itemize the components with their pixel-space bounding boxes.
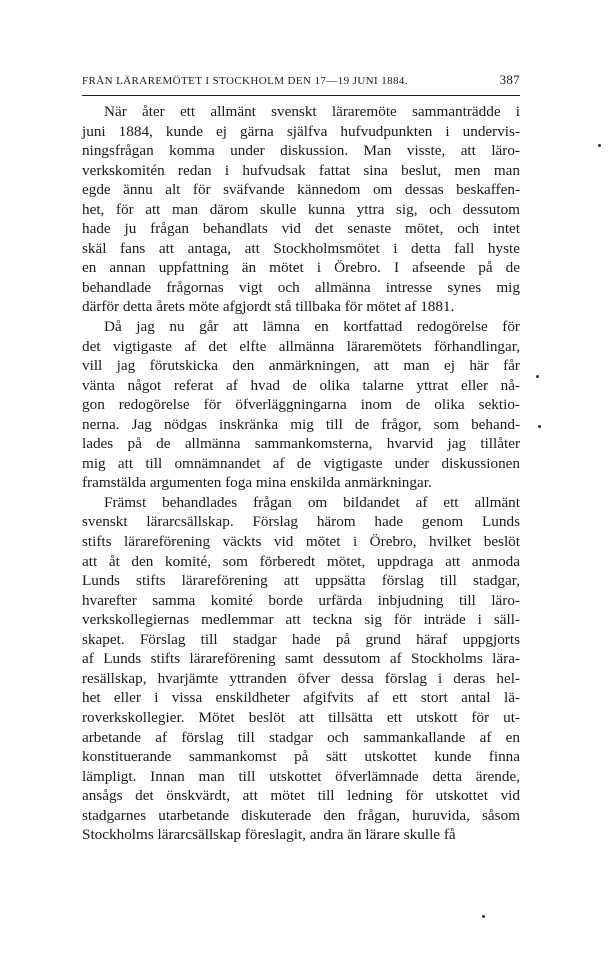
margin-speck (536, 375, 539, 378)
text-line: egde ännu alt för sväfvande kännedom om dessas beskaffen- (82, 181, 520, 199)
text-line: Lunds stifts lärareförening att uppsätta förslag till stadgar, (82, 572, 520, 590)
text-line: När åter ett allmänt svenskt läraremöte sammanträdde i (104, 103, 520, 120)
text-line: ansågs det önskvärdt, att mötet till ledning för utskottet vid (82, 787, 520, 805)
text-line: skapet. Förslag till stadgar hade på grund häraf uppgjorts (82, 630, 520, 648)
text-line: stadgarnes utarbetande diskuterade den frågan, huruvida, såsom (82, 806, 520, 824)
text-line: Då jag nu går att lämna en kortfattad redogörelse för (104, 318, 520, 336)
running-header (82, 72, 520, 92)
text-line: skäl fans att antaga, att Stockholmsmötet i detta fall hyste (82, 239, 520, 257)
text-line: behandlade frågornas vigt och allmänna intresse synes mig (82, 278, 520, 296)
text-line: framstälda argumenten foga mina enskilda anmärkningar. (82, 474, 432, 492)
text-line: Främst behandlades frågan om bildandet af ett allmänt (104, 493, 520, 511)
text-line: vänta något referat af hvad de olika talarne yttrat eller nå- (82, 376, 520, 394)
text-line: hvarefter samma komité borde urfärda inbjudning till läro- (82, 591, 520, 609)
margin-speck (482, 915, 485, 918)
text-line: gon redogörelse för öfverläggningarna inom de olika sektio- (82, 396, 520, 414)
body-text (82, 102, 520, 845)
text-line: lades på de allmänna sammankomsterna, hvarvid jag tillåter (82, 435, 520, 453)
text-line: verkskollegiernas medlemmar att teckna sig för inträde i säll- (82, 611, 520, 629)
margin-speck (538, 425, 541, 428)
text-line: verkskomitén redan i hufvudsak fattat sina beslut, men man (82, 161, 520, 179)
text-line: af Lunds stifts lärareförening samt dessutom af Stockholms lära- (82, 650, 520, 668)
text-line: att åt den komité, som förberedt mötet, uppdraga att anmoda (82, 552, 520, 570)
text-line: hade ju frågan behandlats vid det senaste mötet, och intet (82, 220, 520, 238)
text-line: stifts lärareförening väckts vid mötet i Örebro, hvilket beslöt (82, 533, 520, 551)
text-line: het eller i vissa enskildheter afgifvits af ett stort antal lä- (82, 689, 520, 707)
text-line: mig att till omnämnandet af de vigtigaste under diskussionen (82, 454, 520, 472)
text-line: Stockholms lärarcsällskap föreslagit, andra än lärare skulle få (82, 826, 456, 844)
text-line: arbetande af förslag till stadgar och sammankallande af en (82, 728, 520, 746)
page-number: 387 (499, 72, 520, 87)
margin-speck (598, 144, 601, 147)
text-line: konstituerande sammankomst på sätt utskottet kunde finna (82, 748, 520, 766)
text-line: det vigtigaste af det elfte allmänna läraremötets förhandlingar, (82, 337, 520, 355)
header-rule (82, 95, 520, 96)
text-line: en annan uppfattning än mötet i Örebro. I afseende på de (82, 259, 520, 277)
running-header-title: FRÅN LÄRAREMÖTET I STOCKHOLM DEN 17—19 JUNI 1884. (82, 75, 408, 87)
text-line: nerna. Jag nödgas inskränka mig till de frågor, som behand- (82, 415, 520, 433)
text-line: lämpligt. Innan man till utskottet öfverlämnade detta ärende, (82, 767, 520, 785)
text-line: resällskap, hvarjämte yttranden öfver dessa förslag i deras hel- (82, 669, 520, 687)
text-line: vill jag förutskicka den anmärkningen, att man ej här får (82, 357, 520, 375)
text-line: därför detta årets möte afgjordt stå tillbaka för mötet af 1881. (82, 298, 455, 316)
text-line: het, för att man därom skulle kunna yttra sig, och dessutom (82, 200, 520, 218)
text-line: juni 1884, kunde ej gärna själfva hufvudpunkten i undervis- (82, 122, 520, 140)
text-line: roverkskollegier. Mötet beslöt att tillsätta ett utskott för ut- (82, 708, 520, 726)
text-line: ningsfrågan komma under diskussion. Man visste, att läro- (82, 142, 520, 160)
text-line: svenskt lärarcsällskap. Förslag härom hade genom Lunds (82, 513, 520, 531)
